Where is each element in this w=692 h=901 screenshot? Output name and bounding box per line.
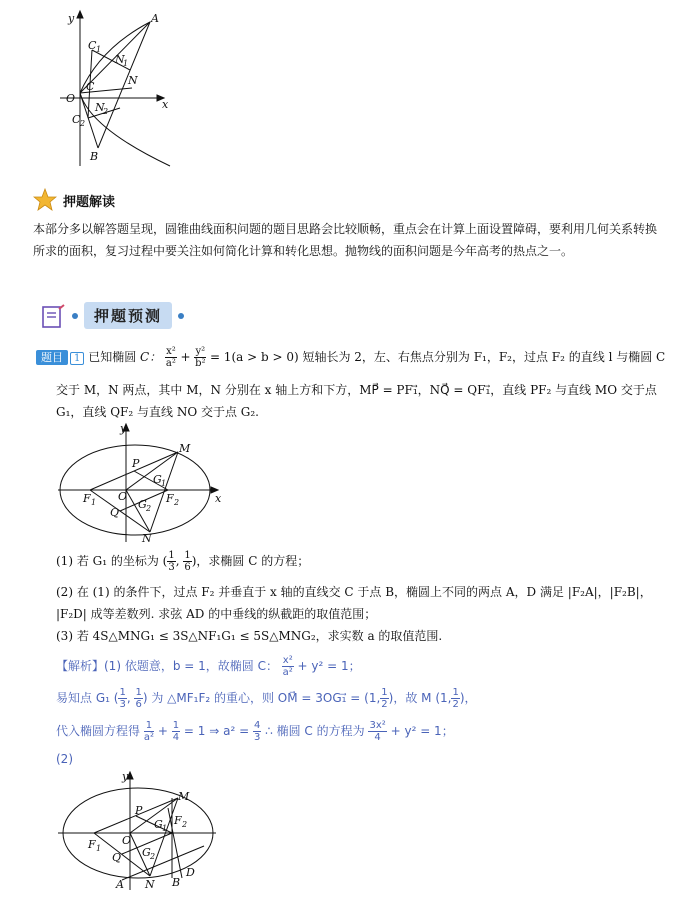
question-2a: (2) 在 (1) 的条件下，过点 F₂ 并垂直于 x 轴的直线交 C 于点 B，椭圆上不同的两点 A，D 满足 |F₂A|，|F₂B|， xyxy=(56,585,652,599)
svg-text:y: y xyxy=(68,12,75,25)
svg-text:x: x xyxy=(162,98,169,111)
ellipse-figure-1 xyxy=(50,420,230,545)
svg-text:O: O xyxy=(118,490,128,503)
solution-line-2: 易知点 G₁ ( $\frac{1}{3}$ , $\frac{1}{6}$ ) 为 △MF₁F₂ 的重心，则 OM⃗ = 3OG₁⃗ = (1, $\frac{1}{2}$ )，故 M (1, $\frac{1}{2}$ )， xyxy=(56,687,477,710)
svg-text:G: G xyxy=(154,818,163,831)
svg-text:F: F xyxy=(83,492,91,505)
problem-line-1: 题目 1 已知椭圆 C： $\frac{\text{x²}}{\text{a²}}$ + $\frac{\text{y²}}{\text{b²}}$ = 1(a > b > 0) 短轴长为 2，左、右焦点分别为 F₁，F₂，过点 F₂ 的直线 l 与椭圆 C xyxy=(36,346,665,369)
svg-text:N: N xyxy=(128,74,138,87)
svg-text:F: F xyxy=(174,814,182,827)
svg-text:y: y xyxy=(120,422,127,435)
question-2b: |F₂D| 成等差数列. 求弦 AD 的中垂线的纵截距的取值范围； xyxy=(56,607,377,621)
prediction-banner xyxy=(40,302,184,329)
svg-text:C: C xyxy=(72,113,81,126)
svg-text:M: M xyxy=(178,790,190,803)
svg-text:1: 1 xyxy=(96,844,102,853)
svg-text:y: y xyxy=(122,770,129,783)
svg-text:Q: Q xyxy=(112,851,122,864)
svg-text:P: P xyxy=(132,457,140,470)
svg-text:G: G xyxy=(138,498,147,511)
svg-text:F: F xyxy=(88,838,96,851)
svg-text:2: 2 xyxy=(103,107,109,116)
svg-text:2: 2 xyxy=(182,820,188,829)
svg-text:O: O xyxy=(122,834,132,847)
svg-text:Q: Q xyxy=(110,506,120,519)
prediction-title: 押题预测 xyxy=(84,302,172,329)
svg-text:1: 1 xyxy=(162,824,168,833)
analysis-text: 本部分多以解答题呈现，圆锥曲线面积问题的题目思路会比较顺畅，重点会在计算上面设置障碍，要利用几何关系转换所求的面积，复习过程中要关注如何简化计算和转化思想。抛物线的面积问题是今年高考的热点之一。 xyxy=(33,222,658,258)
problem-line-2: 交于 M，N 两点，其中 M，N 分别在 x 轴上方和下方，MP⃗ = PF₁⃗，NQ⃗ = QF₁⃗，直线 PF₂ 与直线 MO 交于点 xyxy=(56,383,657,397)
solution-line-4: (2) xyxy=(56,752,73,766)
svg-text:2: 2 xyxy=(174,498,180,507)
notebook-icon xyxy=(40,303,66,329)
svg-text:P: P xyxy=(135,804,143,817)
svg-text:O: O xyxy=(66,92,76,105)
svg-text:G: G xyxy=(153,473,162,486)
svg-text:G: G xyxy=(142,846,151,859)
svg-text:1: 1 xyxy=(96,45,102,54)
star-icon xyxy=(33,188,57,212)
problem-number: 1 xyxy=(70,352,84,365)
svg-text:C: C xyxy=(86,80,95,93)
problem-tag: 题目 xyxy=(36,350,68,365)
svg-text:A: A xyxy=(116,878,124,891)
analysis-title: 押题解读 xyxy=(63,194,116,210)
svg-text:x: x xyxy=(215,492,222,505)
svg-text:N: N xyxy=(115,53,125,66)
svg-text:2: 2 xyxy=(150,852,156,861)
parabola-figure xyxy=(50,8,180,168)
svg-text:C: C xyxy=(88,39,97,52)
svg-text:F: F xyxy=(166,492,174,505)
solution-line-1: 【解析】(1) 依题意，b = 1，故椭圆 C： $\frac{\text{x²}}{\text{a²}}$ + y² = 1； xyxy=(56,655,361,678)
problem-line-3: G₁，直线 QF₂ 与直线 NO 交于点 G₂. xyxy=(56,405,259,419)
analysis-header xyxy=(33,188,115,212)
svg-text:N: N xyxy=(145,878,155,891)
svg-text:2: 2 xyxy=(146,504,152,513)
svg-text:1: 1 xyxy=(123,59,129,68)
ellipse-figure-2 xyxy=(50,768,230,893)
svg-text:B: B xyxy=(90,150,99,163)
svg-text:A: A xyxy=(151,12,159,25)
solution-line-3: 代入椭圆方程得 $\frac{1}{\text{a²}}$ + $\frac{1}{4}$ = 1 ⇒ a² = $\frac{4}{3}$ ∴ 椭圆 C 的方程为 $\frac{\text{3x²}}{4}$ + y² = 1； xyxy=(56,720,454,743)
svg-text:2: 2 xyxy=(80,119,86,128)
question-3: (3) 若 4S△MNG₁ ≤ 3S△NF₁G₁ ≤ 5S△MNG₂，求实数 a 的取值范围. xyxy=(56,629,443,643)
question-1: (1) 若 G₁ 的坐标为 ( $\frac{1}{3}$ , $\frac{1}{6}$ )，求椭圆 C 的方程； xyxy=(56,550,310,573)
svg-text:1: 1 xyxy=(91,498,97,507)
svg-text:D: D xyxy=(186,866,195,879)
svg-text:N: N xyxy=(142,532,152,545)
svg-text:1: 1 xyxy=(161,479,167,488)
svg-text:N: N xyxy=(95,101,105,114)
svg-text:B: B xyxy=(172,876,181,889)
svg-text:M: M xyxy=(179,442,191,455)
